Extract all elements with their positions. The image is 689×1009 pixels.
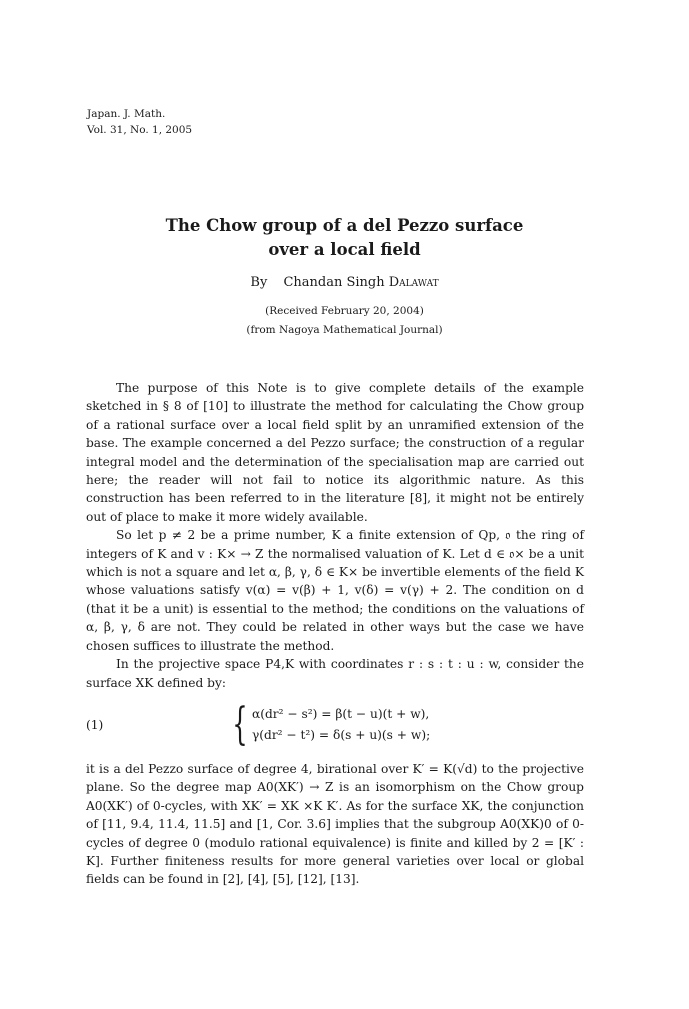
paragraph-2: So let p ≠ 2 be a prime number, K a finite extension of Qp, 𝔬 the ring of integers of K and v : K× → Z the normalised valuation of K. Let d ∈ 𝔬× be a unit which is not a square and let α, β, γ, δ ∈ K× be invertible elements of the field K whose valuations satisfy v(α) = v(β) + 1, v(δ) = v(γ) + 2. The condition on d (that it be a unit) is essential to the method; the conditions on the valuations of α, β, γ, δ are not. They could be related in other ways but the case we have chosen suffices to illustrate the method. — [86, 528, 584, 653]
equation-line-1: α(dr² − s²) = β(t − u)(t + w), — [252, 706, 430, 721]
equation-lines — [252, 704, 430, 746]
source-journal: (from Nagoya Mathematical Journal) — [246, 324, 443, 336]
author-last-name: Dalawat — [388, 275, 439, 290]
received-date: (Received February 20, 2004) — [265, 305, 424, 317]
journal-volume: Vol. 31, No. 1, 2005 — [87, 124, 193, 136]
equation-1 — [86, 698, 584, 752]
author-first-name: Chandan Singh — [283, 275, 385, 290]
title-line-1: The Chow group of a del Pezzo surface — [165, 216, 524, 235]
equation-number: (1) — [86, 717, 104, 732]
received-info — [0, 302, 689, 340]
paper-title — [0, 214, 689, 262]
journal-name: Japan. J. Math. — [87, 108, 166, 120]
by-label: By — [250, 275, 268, 290]
paragraph-4: it is a del Pezzo surface of degree 4, birational over K′ = K(√d) to the projective plane. So the degree map A0(XK′) → Z is an isomorphism on the Chow group A0(XK′) of 0-cycles, with XK′ = XK ×K K′. As for the surface XK, the conjunction of [11, 9.4, 11.4, 11.5] and [1, Cor. 3.6] implies that the subgroup A0(XK)0 of 0-cycles of degree 0 (modulo rational equivalence) is finite and killed by 2 = [K′ : K]. Further finiteness results for more general varieties over local or global fields can be found in [2], [4], [5], [12], [13]. — [86, 761, 584, 887]
paper-body — [86, 379, 584, 889]
title-line-2: over a local field — [268, 240, 421, 259]
brace-symbol: { — [232, 698, 248, 750]
paragraph-3: In the projective space P4,K with coordinates r : s : t : u : w, consider the surface XK defined by: — [86, 657, 584, 690]
paragraph-1: The purpose of this Note is to give complete details of the example sketched in § 8 of [10] to illustrate the method for calculating the Chow group of a rational surface over a local field split by an unramified extension of the base. The example concerned a del Pezzo surface; the construction of a regular integral model and the determination of the specialisation map are carried out here; the reader will not fail to notice its algorithmic nature. As this construction has been referred to in the literature [8], it might not be entirely out of place to make it more widely available. — [86, 381, 584, 524]
author-byline — [0, 275, 689, 290]
journal-info — [87, 106, 192, 138]
equation-line-2: γ(dr² − t²) = δ(s + u)(s + w); — [252, 727, 431, 742]
